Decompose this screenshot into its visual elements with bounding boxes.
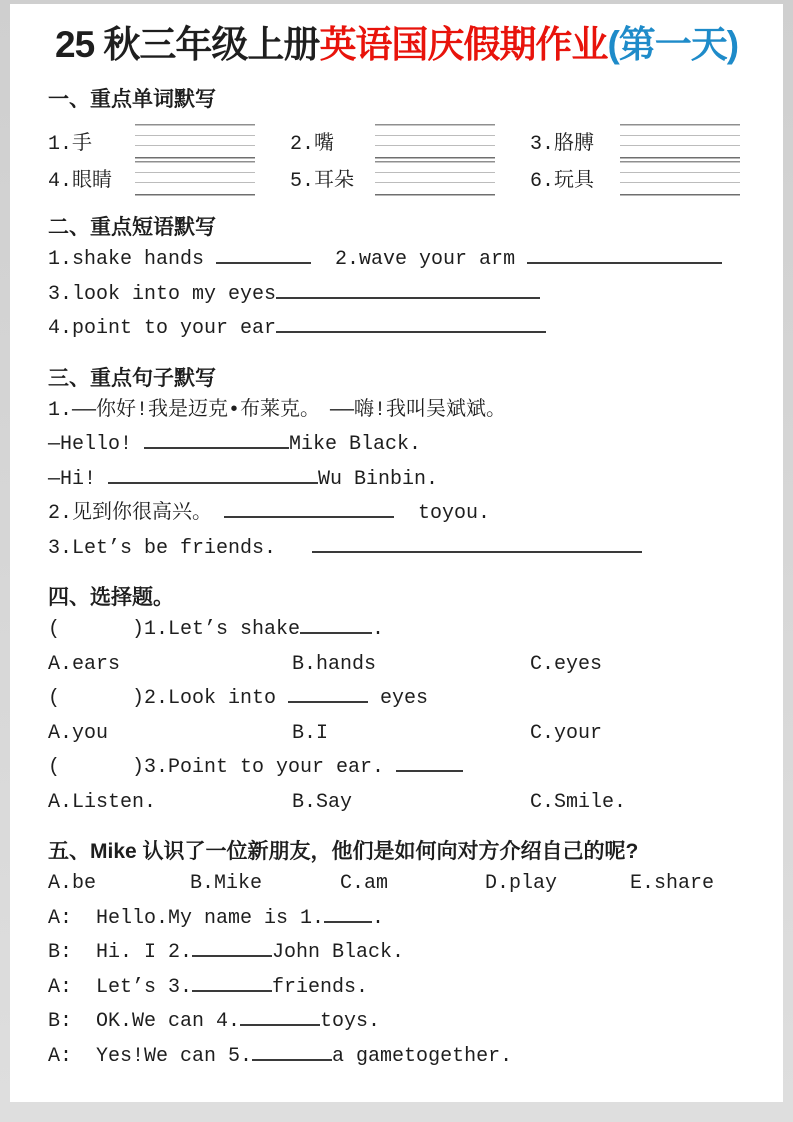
- writing-grid: [135, 161, 255, 196]
- dialog-line-3: [48, 971, 755, 1006]
- word-item: [48, 161, 290, 196]
- worksheet-page: [10, 4, 783, 1102]
- word-label: 4.眼睛: [48, 170, 113, 193]
- sentence-text: 2.见到你很高兴。: [48, 502, 225, 525]
- stem-text: ( )3.Point to your ear.: [48, 756, 397, 779]
- sentence-line-2: [48, 428, 755, 463]
- stem-text: ( )2.Look into: [48, 687, 289, 710]
- word-item: [290, 161, 530, 196]
- stem-text: ( )1.Let’s shake: [48, 618, 301, 641]
- sentence-text: Wu Binbin.: [318, 467, 439, 491]
- answer-blank: [192, 973, 272, 992]
- phrase-text: 3.look into my eyes: [48, 282, 277, 306]
- choice-q3-options: [48, 786, 755, 821]
- bank-word-d: D.play: [485, 872, 558, 895]
- phrase-text: 2.wave your arm: [311, 248, 528, 271]
- answer-blank: [144, 430, 289, 449]
- stem-text: .: [372, 618, 385, 641]
- dialog-line-1: [48, 902, 755, 937]
- word-item: [48, 124, 290, 159]
- choice-q2-stem: [48, 682, 755, 717]
- dialog-text: friends.: [272, 975, 369, 999]
- answer-blank: [288, 684, 368, 703]
- section4-heading: 四、选择题。: [48, 586, 174, 609]
- dialog-text: B: Hi. I 2.: [48, 941, 193, 964]
- title-part-red: 英语国庆假期作业: [319, 24, 608, 65]
- word-item: [290, 124, 530, 159]
- answer-blank: [276, 280, 540, 299]
- bank-word-e: E.share: [630, 872, 715, 895]
- choice-q3-stem: [48, 751, 755, 786]
- word-bank: [48, 867, 755, 902]
- answer-blank: [252, 1042, 332, 1061]
- dialog-text: A: Yes!We can 5.: [48, 1044, 253, 1068]
- answer-blank: [312, 534, 642, 553]
- choice-q1-options: [48, 648, 755, 683]
- phrase-line-3: [48, 312, 755, 347]
- dialog-text: .: [372, 906, 385, 930]
- bank-word-b: B.Mike: [190, 872, 263, 895]
- dialog-text: a gametogether.: [332, 1044, 513, 1068]
- phrase-text: 1.shake hands: [48, 248, 217, 271]
- answer-blank: [224, 499, 394, 518]
- page-title: [55, 22, 755, 68]
- answer-blank: [240, 1007, 320, 1026]
- dialog-line-5: [48, 1040, 755, 1075]
- section3-heading: 三、重点句子默写: [48, 366, 216, 390]
- option-a: A.you: [48, 721, 109, 745]
- dialog-text: A: Let’s 3.: [48, 975, 193, 999]
- option-a: A.ears: [48, 652, 121, 676]
- writing-grid: [620, 124, 740, 159]
- phrase-text: 4.point to your ear: [48, 317, 277, 340]
- answer-blank: [192, 938, 272, 957]
- section2-heading: 二、重点短语默写: [48, 216, 216, 239]
- answer-blank: [276, 314, 546, 333]
- phrase-line-1: [48, 243, 755, 278]
- title-part-blue: (第一天): [607, 24, 739, 65]
- word-row-2: [48, 161, 755, 196]
- dialog-line-4: [48, 1005, 755, 1040]
- word-item: [530, 161, 740, 196]
- sentence-text: toyou.: [394, 502, 491, 525]
- writing-grid: [620, 161, 740, 196]
- option-b: B.Say: [292, 790, 353, 814]
- dialog-text: toys.: [320, 1010, 381, 1033]
- answer-blank: [300, 615, 372, 634]
- choice-q2-options: [48, 717, 755, 752]
- answer-blank: [108, 465, 318, 484]
- sentence-line-3: [48, 463, 755, 498]
- word-label: 6.玩具: [530, 170, 595, 193]
- sentence-line-4: [48, 497, 755, 532]
- dialog-text: B: OK.We can 4.: [48, 1010, 241, 1033]
- dialog-text: John Black.: [272, 941, 405, 964]
- dialog-line-2: [48, 936, 755, 971]
- option-a: A.Listen.: [48, 790, 157, 814]
- word-label: 2.嘴: [290, 133, 335, 156]
- section5-heading: 五、Mike 认识了一位新朋友，他们是如何向对方介绍自己的呢?: [48, 840, 639, 863]
- phrase-line-2: [48, 278, 755, 313]
- title-part-black: 25 秋三年级上册: [55, 24, 320, 65]
- stem-text: eyes: [368, 687, 429, 710]
- sentence-line-5: [48, 532, 755, 567]
- sentence-text: 3.Let’s be friends.: [48, 536, 313, 560]
- answer-blank: [527, 245, 722, 264]
- answer-blank: [216, 245, 311, 264]
- word-row-1: [48, 124, 755, 159]
- option-c: C.eyes: [530, 652, 603, 676]
- word-item: [530, 124, 740, 159]
- word-label: 3.胳膊: [530, 133, 595, 156]
- sentence-text: —Hello!: [48, 433, 145, 456]
- option-c: C.your: [530, 721, 603, 745]
- option-c: C.Smile.: [530, 790, 627, 814]
- dialog-text: A: Hello.My name is 1.: [48, 906, 325, 930]
- option-b: B.I: [292, 721, 329, 745]
- bank-word-c: C.am: [340, 872, 389, 895]
- bank-word-a: A.be: [48, 872, 97, 895]
- option-b: B.hands: [292, 652, 377, 676]
- word-label: 1.手: [48, 133, 93, 156]
- answer-blank: [324, 904, 372, 923]
- writing-grid: [375, 161, 495, 196]
- sentence-text: —Hi!: [48, 467, 109, 491]
- section1-heading: 一、重点单词默写: [48, 88, 216, 111]
- choice-q1-stem: [48, 613, 755, 648]
- word-label: 5.耳朵: [290, 170, 355, 193]
- writing-grid: [375, 124, 495, 159]
- answer-blank: [396, 753, 463, 772]
- writing-grid: [135, 124, 255, 159]
- sentence-text: Mike Black.: [289, 433, 422, 456]
- sentence-line-1: 1.——你好!我是迈克•布莱克。 ——嗨!我叫吴斌斌。: [48, 398, 507, 422]
